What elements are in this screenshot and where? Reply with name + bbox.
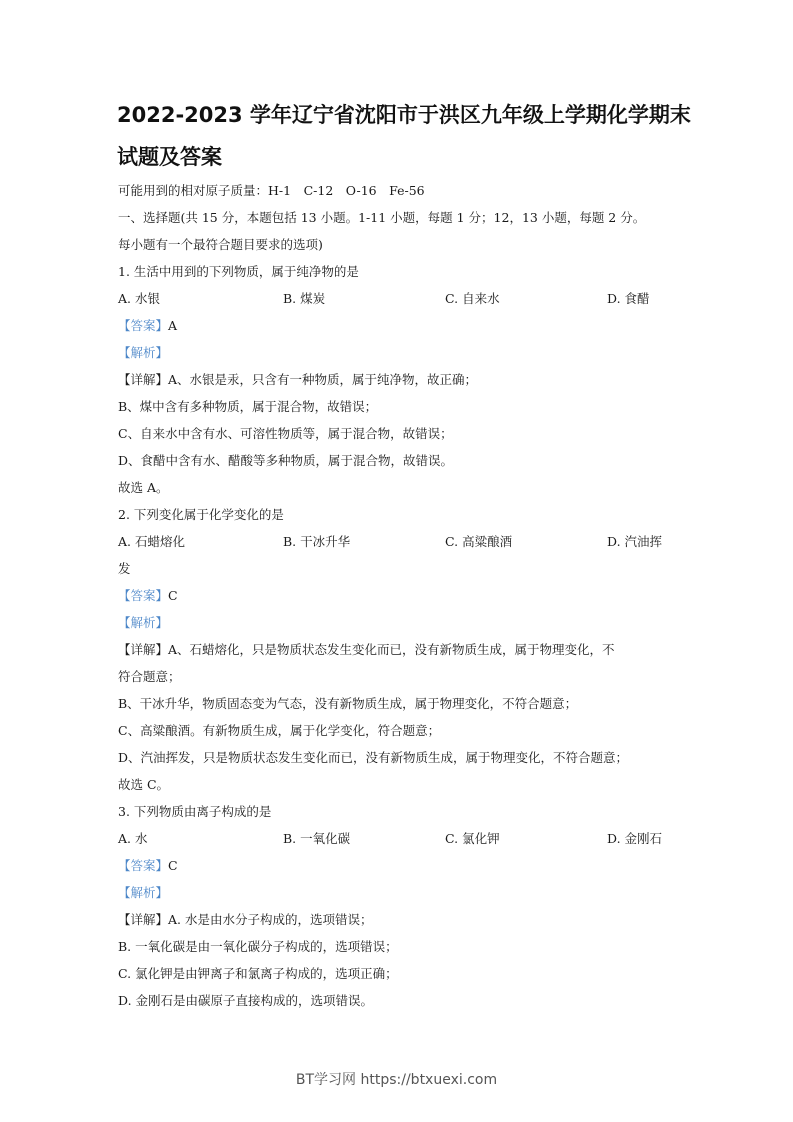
question-stem: 1. 生活中用到的下列物质，属于纯净物的是: [118, 264, 359, 279]
option-c: C. 自来水: [445, 291, 500, 306]
detail-line: [118, 906, 683, 933]
detail-text: A、石蜡熔化，只是物质状态发生变化而已，没有新物质生成，属于物理变化，不: [168, 642, 615, 657]
detail-line: C、高粱酿酒。有新物质生成，属于化学变化，符合题意；: [118, 723, 441, 738]
detail-line: 符合题意；: [118, 669, 181, 684]
option-b: B. 煤炭: [283, 291, 326, 306]
option-c: C. 高粱酿酒: [445, 534, 513, 549]
detail-line: B、干冰升华，物质固态变为气态，没有新物质生成，属于物理变化，不符合题意；: [118, 696, 578, 711]
answer-value: C: [168, 588, 178, 603]
question-options: [118, 528, 683, 555]
answer-label: 【答案】: [118, 318, 169, 333]
detail-text: A、水银是汞，只含有一种物质，属于纯净物，故正确；: [168, 372, 478, 387]
detail-label: 【详解】: [118, 372, 169, 387]
detail-line: D、食醋中含有水、醋酸等多种物质，属于混合物，故错误。: [118, 453, 454, 468]
question-2: [118, 501, 683, 798]
analysis-line: [118, 879, 683, 906]
option-d: D. 食醋: [607, 291, 650, 306]
option-d: D. 金刚石: [607, 831, 663, 846]
answer-line: [118, 582, 683, 609]
document-title-line2: 试题及答案: [117, 145, 222, 169]
analysis-label: 【解析】: [118, 885, 169, 900]
analysis-line: [118, 339, 683, 366]
option-a: A. 水银: [118, 291, 160, 306]
detail-conclusion: 故选 C。: [118, 777, 170, 792]
detail-line: D、汽油挥发，只是物质状态发生变化而已，没有新物质生成，属于物理变化，不符合题意；: [118, 750, 629, 765]
answer-value: C: [168, 858, 178, 873]
option-c: C. 氯化钾: [445, 831, 500, 846]
document-body: [118, 177, 683, 1014]
detail-line: D. 金刚石是由碳原子直接构成的，选项错误。: [118, 993, 374, 1008]
question-stem: 3. 下列物质由离子构成的是: [118, 804, 272, 819]
analysis-label: 【解析】: [118, 345, 169, 360]
detail-text: A. 水是由水分子构成的，选项错误；: [168, 912, 373, 927]
option-a: A. 水: [118, 831, 148, 846]
question-1: [118, 258, 683, 501]
watermark-footer: BT学习网 https://btxuexi.com: [295, 1072, 498, 1088]
detail-line: C. 氯化钾是由钾离子和氯离子构成的，选项正确；: [118, 966, 398, 981]
section-intro-line1: 一、选择题(共 15 分，本题包括 13 小题。1-11 小题，每题 1 分；12，13 小题，每题 2 分。: [118, 210, 646, 225]
detail-line: C、自来水中含有水、可溶性物质等，属于混合物，故错误；: [118, 426, 453, 441]
answer-value: A: [168, 318, 178, 333]
question-options: [118, 825, 683, 852]
atomic-mass-note: 可能用到的相对原子质量：H-1 C-12 O-16 Fe-56: [118, 183, 425, 198]
answer-line: [118, 852, 683, 879]
detail-label: 【详解】: [118, 912, 169, 927]
analysis-line: [118, 609, 683, 636]
question-stem: 2. 下列变化属于化学变化的是: [118, 507, 284, 522]
question-3: [118, 798, 683, 1014]
detail-line: B. 一氧化碳是由一氧化碳分子构成的，选项错误；: [118, 939, 398, 954]
option-b: B. 干冰升华: [283, 534, 351, 549]
detail-line: [118, 636, 683, 663]
document-title-line1: 2022-2023 学年辽宁省沈阳市于洪区九年级上学期化学期末: [117, 103, 691, 127]
option-d: D. 汽油挥: [607, 534, 663, 549]
option-wrap: 发: [118, 561, 131, 576]
detail-conclusion: 故选 A。: [118, 480, 169, 495]
answer-label: 【答案】: [118, 858, 169, 873]
option-b: B. 一氧化碳: [283, 831, 351, 846]
answer-label: 【答案】: [118, 588, 169, 603]
analysis-label: 【解析】: [118, 615, 169, 630]
section-intro-line2: 每小题有一个最符合题目要求的选项): [118, 237, 323, 252]
option-a: A. 石蜡熔化: [118, 534, 185, 549]
detail-label: 【详解】: [118, 642, 169, 657]
detail-line: B、煤中含有多种物质，属于混合物，故错误；: [118, 399, 378, 414]
question-options: [118, 285, 683, 312]
detail-line: [118, 366, 683, 393]
answer-line: [118, 312, 683, 339]
